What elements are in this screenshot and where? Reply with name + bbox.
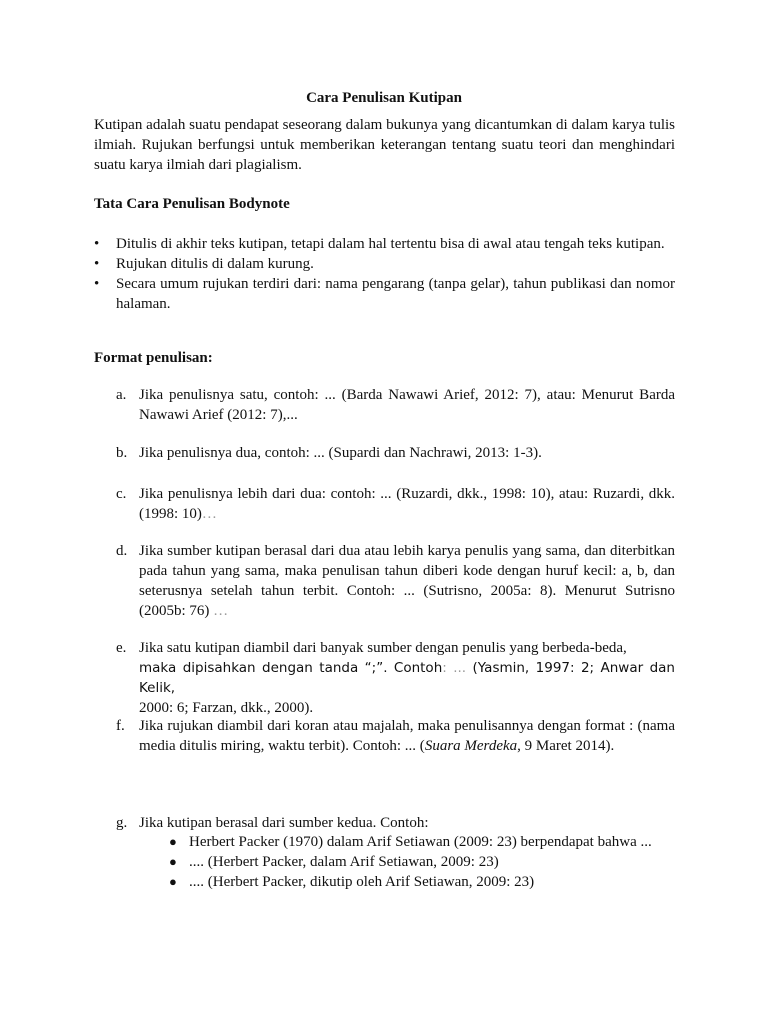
bullet-icon: ● [169,874,177,889]
page-title: Cara Penulisan Kutipan [306,90,462,106]
item-label: c. [116,486,127,502]
bullet-icon: • [94,236,100,252]
list-item: ● .... (Herbert Packer, dikutip oleh Arif Setiawan, 2009: 23) [169,874,535,890]
bullet-icon: ● [169,834,177,849]
format-item-d [116,541,675,621]
format-item-a [116,385,675,425]
italic-media-name: Suara Merdeka [424,738,518,754]
item-label: d. [116,543,128,559]
bullet-icon: • [94,276,100,292]
format-item-g [116,813,675,833]
list-item: • Secara umum rujukan terdiri dari: nama pengarang (tanpa gelar), tahun publikasi dan nomor halaman. [94,276,675,312]
item-text: Jika satu kutipan diambil dari banyak sumber dengan penulis yang berbeda-beda, maka dipisahkan dengan tanda “;”. Contoh: ... (Yasmin, 1997: 2; Anwar dan Kelik, 2000: 6; Farzan, dkk., 2000). [139,640,675,716]
section-heading-format: Format penulisan: [94,350,213,366]
item-text: Jika sumber kutipan berasal dari dua atau lebih karya penulis yang sama, dan diterbitkan pada tahun yang sama, maka penulisan tahun diberi kode dengan huruf kecil: a, b, dan seterusnya setelah tahun terbit. Contoh: ... (Sutrisno, 2005a: 8). Menurut Sutrisno (2005b: 76) … [139,543,675,619]
item-text: Jika rujukan diambil dari koran atau majalah, maka penulisannya dengan format : (nama media ditulis miring, waktu terbit). Contoh: ... (Suara Merdeka, 9 Maret 2014). [139,718,675,754]
list-item: ● .... (Herbert Packer, dalam Arif Setiawan, 2009: 23) [169,854,499,870]
bullet-icon: • [94,256,100,272]
list-item: ● Herbert Packer (1970) dalam Arif Setiawan (2009: 23) berpendapat bahwa ... [169,834,652,850]
intro-paragraph: Kutipan adalah suatu pendapat seseorang dalam bukunya yang dicantumkan di dalam karya tulis ilmiah. Rujukan berfungsi untuk memberikan keterangan tentang suatu teori dan menghindari suatu karya ilmiah dari plagialism. [94,117,675,173]
format-item-c [116,484,675,524]
format-item-b [116,443,675,463]
list-item: • Rujukan ditulis di dalam kurung. [94,256,314,272]
item-text: Jika penulisnya lebih dari dua: contoh: ... (Ruzardi, dkk., 1998: 10), atau: Ruzardi, dkk. (1998: 10)… [139,486,675,522]
item-text: Jika penulisnya dua, contoh: ... (Supardi dan Nachrawi, 2013: 1-3). [139,445,542,461]
section-heading-bodynote: Tata Cara Penulisan Bodynote [94,196,290,212]
item-text: Jika kutipan berasal dari sumber kedua. Contoh: [139,815,429,831]
item-label: b. [116,445,128,461]
secondary-source-list [165,832,675,892]
item-label: f. [116,718,125,734]
ellipsis-faint: … [201,506,217,522]
list-item: • Ditulis di akhir teks kutipan, tetapi dalam hal tertentu bisa di awal atau tengah teks kutipan. [94,236,665,252]
format-item-e [116,638,675,718]
format-item-f [116,716,675,756]
bullet-icon: ● [169,854,177,869]
bodynote-bullet-list [94,234,675,314]
item-label: g. [116,815,128,831]
item-text: Jika penulisnya satu, contoh: ... (Barda Nawawi Arief, 2012: 7), atau: Menurut Barda Nawawi Arief (2012: 7),... [139,387,675,423]
item-label: e. [116,640,127,656]
item-label: a. [116,387,127,403]
ellipsis-faint: … [213,603,229,619]
